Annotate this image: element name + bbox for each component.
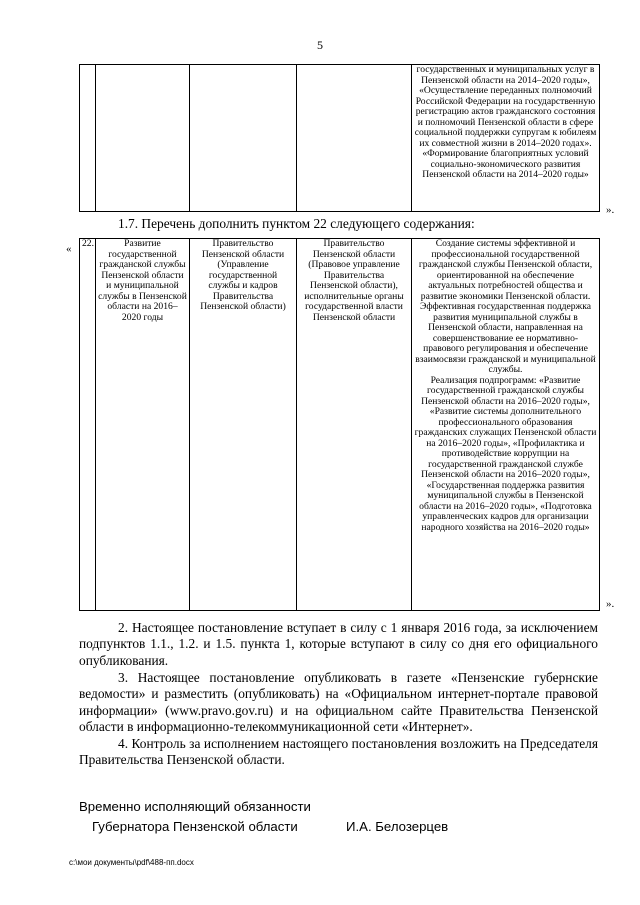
goals-cell: [412, 239, 600, 611]
table-row: [80, 239, 600, 611]
signatory-name: И.А. Белозерцев: [346, 819, 449, 834]
opening-quote: «: [66, 243, 72, 255]
program-name: Развитие государственной гражданской службы Пензенской области и муниципальной службы в Пензенской области на 2016–2020 годы: [96, 239, 190, 611]
table-item-22: [79, 238, 600, 611]
paragraph-2: 2. Настоящее постановление вступает в силу с 1 января 2016 года, за исключением подпунктов 1.1., 1.2. и 1.5. пункта 1, которые вступают в силу со дня его официального опубликования.: [79, 620, 598, 668]
table-cell: [96, 65, 190, 212]
paragraph-3: 3. Настоящее постановление опубликовать в газете «Пензенские губернские ведомости» и разместить (опубликовать) на «Официальном интернет-портале правовой информации» (www.pravo.gov.ru) и на официальном сайте Правительства Пензенской области в информационно-телекоммуникационной сети «Интернет».: [79, 670, 598, 735]
responsible-executor: Правительство Пензенской области (Управление государственной службы и кадров Правительства Пензенской области): [190, 239, 297, 611]
participants: Правительство Пензенской области (Правовое управление Правительства Пензенской области), исполнительные органы государственной власти Пензенской области: [297, 239, 412, 611]
subprograms-text: Реализация подпрограмм: «Развитие государственной гражданской службы Пензенской области на 2016–2020 годы», «Развитие системы дополнительного профессионального образования гражданских служащих Пензенской области на 2016–2020 годы», «Профилактика и противодействие коррупции на государственной гражданской службе Пензенской области на 2016–2020 годы», «Государственная поддержка развития муниципальной службы в Пензенской области на 2016–2020 годы», «Подготовка управленческих кадров для организации народного хозяйства на 2016–2020 годы»: [414, 374, 597, 533]
item-number: 22.: [80, 239, 96, 611]
signature-title-line2: Губернатора Пензенской области: [92, 819, 298, 834]
amendment-heading: 1.7. Перечень дополнить пунктом 22 следующего содержания:: [118, 216, 475, 231]
table-continuation: [79, 64, 600, 212]
paragraph-4: 4. Контроль за исполнением настоящего постановления возложить на Председателя Правительства Пензенской области.: [79, 736, 598, 768]
closing-quote: ».: [606, 598, 615, 610]
closing-quote-top: ».: [606, 204, 615, 216]
table-cell: [190, 65, 297, 212]
table-cell: [80, 65, 96, 212]
signature-title-line1: Временно исполняющий обязанности: [79, 799, 311, 814]
table-row: [80, 65, 600, 212]
table-cell: [297, 65, 412, 212]
file-path-footer: c:\мои документы\pdf\488-пп.docx: [69, 858, 194, 867]
goals-text: Создание системы эффективной и профессиональной государственной гражданской службы Пензенской области, ориентированной на обеспечение актуальных потребностей общества и развитие экономики Пензенской области. Эффективная государственная поддержка развития муниципальной службы в Пензенской области, направленная на совершенствование ее нормативно-правового регулирования и обеспечение взаимосвязи гражданской и муниципальной службы.: [415, 238, 596, 375]
page-number: 5: [317, 38, 323, 52]
table-cell-programs: государственных и муниципальных услуг в Пензенской области на 2014–2020 годы», «Осуществление переданных полномочий Российской Федерации на государственную регистрацию актов гражданского состояния и полномочий Пензенской области в сфере социальной поддержки супругам к юбилеям их совместной жизни в 2014–2020 годах». «Формирование благоприятных условий социально-экономического развития Пензенской области на 2014–2020 годы»: [412, 65, 600, 212]
